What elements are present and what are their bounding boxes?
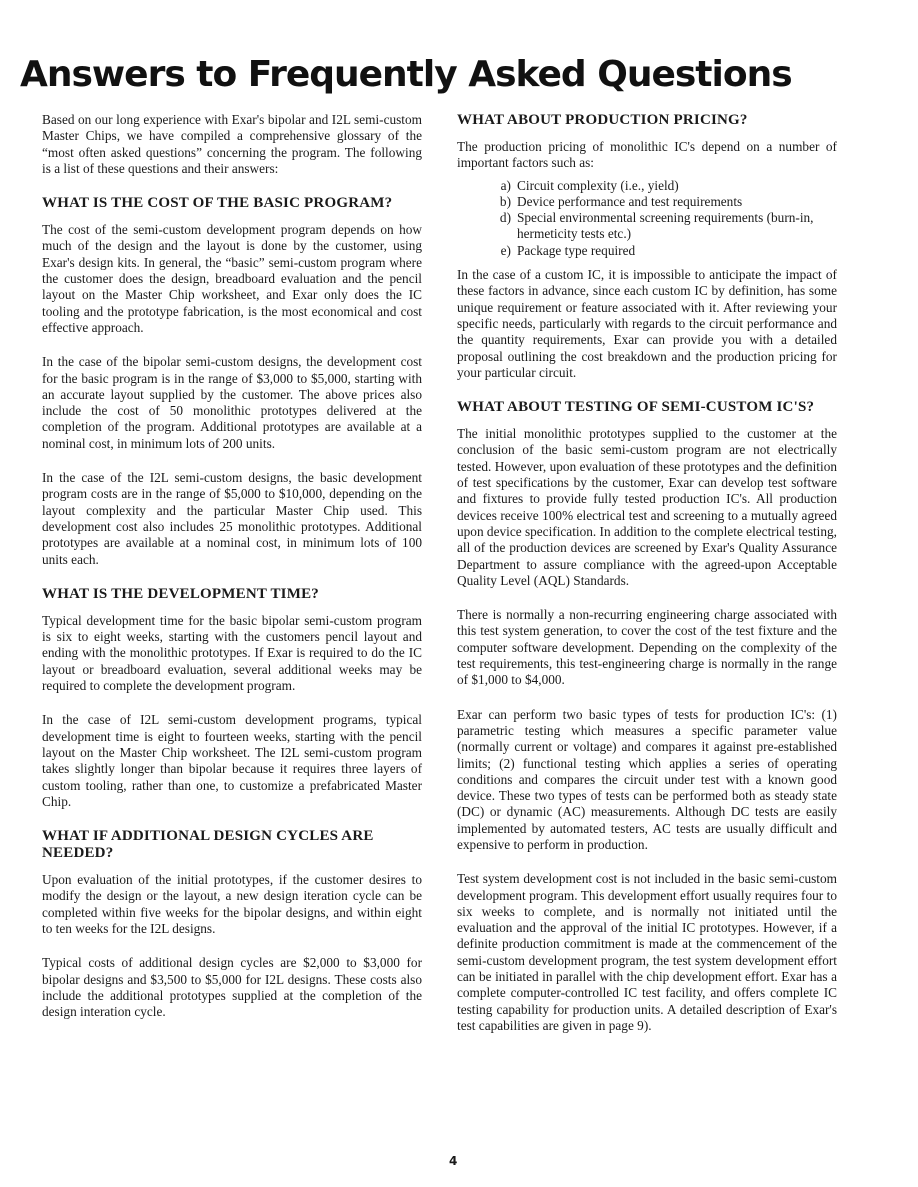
list-item	[457, 243, 837, 259]
heading-development-time: WHAT IS THE DEVELOPMENT TIME?	[42, 585, 319, 602]
paragraph: Typical costs of additional design cycles are $2,000 to $3,000 for bipolar designs and $3,500 to $5,000 for I2L designs. These costs also include the additional prototypes supplied at the completion of the design interation cycle.	[42, 955, 422, 1020]
paragraph: In the case of the I2L semi-custom designs, the basic development program costs are in the range of $5,000 to $10,000, depending on the layout complexity and the particular Master Chip used. This development cost also includes 25 monolithic prototypes. Additional prototypes are available at a nominal cost, in minimum lots of 100 units each.	[42, 470, 422, 567]
page-title: Answers to Frequently Asked Questions	[20, 54, 792, 95]
list-item	[457, 210, 837, 243]
paragraph: Test system development cost is not included in the basic semi-custom development program. This development effort usually requires four to six weeks to complete, and is normally not initiated until the evaluation and the approval of the initial IC prototypes. However, if a definite production commitment is made at the commencement of the semi-custom development program, the test system development effort can be initiated in parallel with the chip development effort. Exar has a complete computer-controlled IC test facility, and offers complete IC testing capability for production units. A detailed description of Exar's test capabilities are given in page 9).	[457, 871, 837, 1033]
list-marker: d)	[499, 210, 511, 226]
heading-cost-basic-program: WHAT IS THE COST OF THE BASIC PROGRAM?	[42, 195, 393, 212]
paragraph: There is normally a non-recurring engineering charge associated with this test system generation, to cover the cost of the test fixture and the computer software development. Depending on the complexity of the test requirements, this test-engineering charge is normally in the range of $1,000 to $4,000.	[457, 607, 837, 688]
list-marker: e)	[500, 242, 511, 258]
heading-additional-design-cycles: WHAT IF ADDITIONAL DESIGN CYCLES ARE NEEDED?	[42, 828, 374, 862]
paragraph: In the case of a custom IC, it is impossible to anticipate the impact of these factors in advance, since each custom IC by definition, has some unique requirement or feature associated with it. After reviewing your specific needs, particularly with regards to the circuit performance and the quantity requirements, Exar can provide you with a detailed proposal outlining the cost breakdown and the production pricing for your particular circuit.	[457, 267, 837, 380]
list-item-text: Device performance and test requirements	[517, 193, 743, 209]
paragraph: Typical development time for the basic bipolar semi-custom program is six to eight weeks, starting with the customers pencil layout and ending with the monolithic prototypes. If Exar is required to do the IC layout or breadboard evaluation, several additional weeks may be required to complete the development program.	[42, 612, 422, 694]
right-column	[457, 112, 837, 1052]
heading-production-pricing: WHAT ABOUT PRODUCTION PRICING?	[457, 112, 748, 128]
list-item-text: Package type required	[517, 242, 636, 258]
factors-list	[457, 178, 837, 259]
paragraph: In the case of I2L semi-custom development programs, typical development time is eight to fourteen weeks, starting with the pencil layout on the Master Chip worksheet. The I2L semi-custom program takes slightly longer than bipolar because it requires three layers of custom tooling, rather than one, to customize a prefabricated Master Chip.	[42, 712, 422, 809]
paragraph: The production pricing of monolithic IC's depend on a number of important factors such as:	[457, 139, 837, 171]
intro-paragraph: Based on our long experience with Exar's bipolar and I2L semi-custom Master Chips, we have compiled a comprehensive glossary of the “most often asked questions” concerning the program. The following is a list of these questions and their answers:	[42, 112, 422, 176]
list-item	[457, 194, 837, 210]
page-number: 4	[449, 1154, 458, 1168]
paragraph: Upon evaluation of the initial prototypes, if the customer desires to modify the design or the layout, a new design iteration cycle can be completed within five weeks for the bipolar designs, and within eight to ten weeks for the I2L designs.	[42, 872, 422, 936]
list-item-text: Circuit complexity (i.e., yield)	[517, 177, 679, 193]
list-item-text: Special environmental screening requirements (burn-in, hermeticity tests etc.)	[517, 210, 814, 242]
list-marker: a)	[500, 177, 511, 193]
paragraph: The cost of the semi-custom development program depends on how much of the design and the layout is done by the customer, using Exar's design kits. In general, the “basic” semi-custom program where the customer does the design, breadboard evaluation and the pencil layout on the Master Chip worksheet, and Exar only does the IC tooling and the prototype fabrication, is the most economical and cost effective approach.	[42, 222, 422, 335]
paragraph: Exar can perform two basic types of tests for production IC's: (1) parametric testing which measures a specific parameter value (normally current or voltage) and compares it against pre-established limits; (2) functional testing which applies a series of operating conditions and compares the circuit under test with a known good device. These two types of tests can be performed both as steady state (DC) or dynamic (AC) measurements. Although DC tests are easily implemented by automated testers, AC tests are usually difficult and expensive to perform in production.	[457, 706, 837, 852]
list-item	[457, 178, 837, 194]
paragraph: In the case of the bipolar semi-custom designs, the development cost for the basic program is in the range of $3,000 to $5,000, starting with an accurate layout supplied by the customer. The above prices also include the cost of 50 monolithic prototypes delivered at the completion of the program. Additional prototypes are available at a nominal cost, in minimum lots of 200 units.	[42, 354, 422, 451]
left-column	[42, 112, 422, 1038]
paragraph: The initial monolithic prototypes supplied to the customer at the conclusion of the basic semi-custom program are not electrically tested. However, upon evaluation of these prototypes and the definition of test specifications by the customer, Exar can develop test software and fixtures to provide fully tested production IC's. All production devices receive 100% electrical test and screening to a mutually agreed upon device specification. In addition to the complete electrical testing, all of the production devices are screened by Exar's Quality Assurance Department to assure compliance with the agreed-upon Acceptable Quality Level (AQL) Standards.	[457, 426, 837, 588]
heading-testing-semi-custom: WHAT ABOUT TESTING OF SEMI-CUSTOM IC'S?	[457, 399, 815, 416]
list-marker: b)	[499, 193, 511, 209]
